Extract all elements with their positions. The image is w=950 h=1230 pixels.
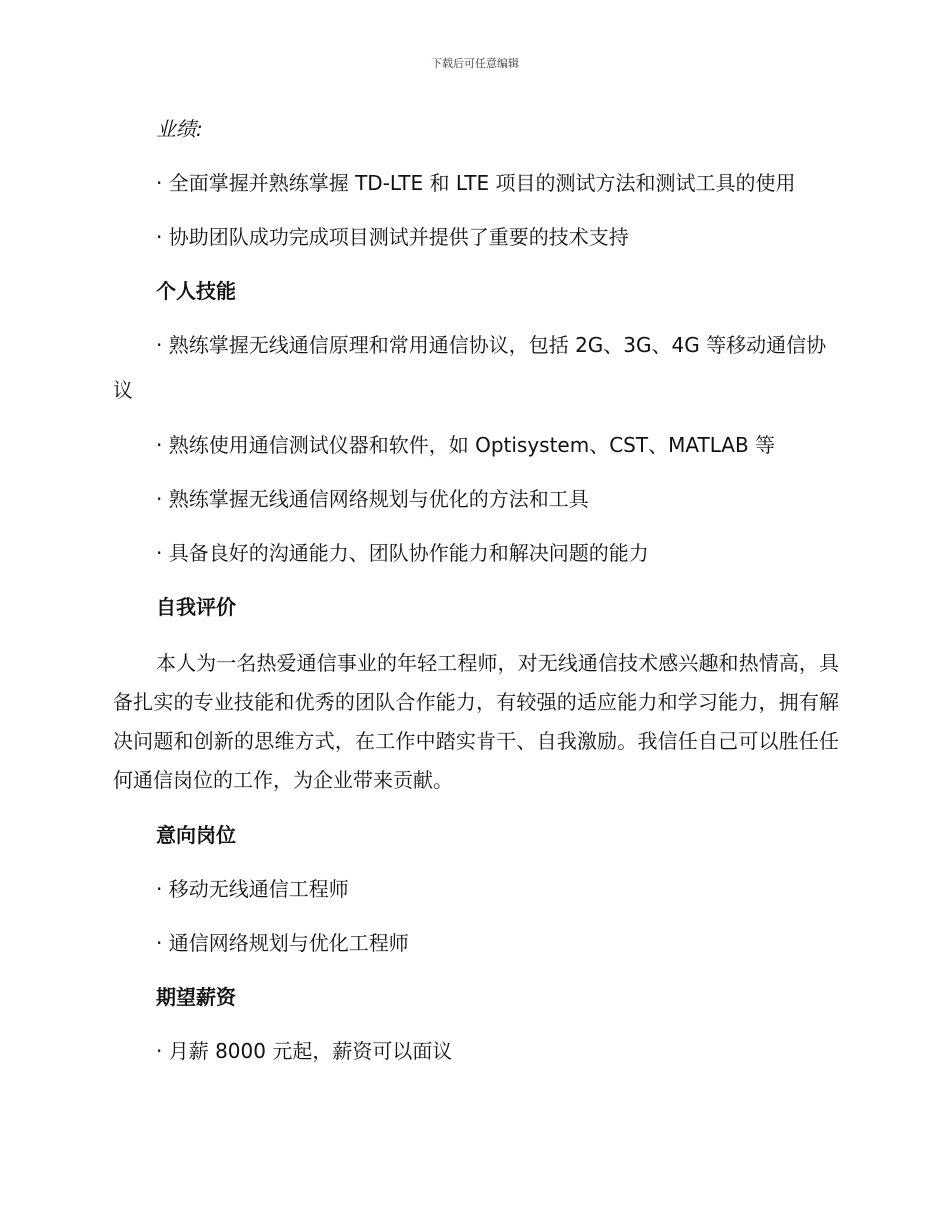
skill-item: · 熟练使用通信测试仪器和软件，如 Optisystem、CST、MATLAB 等 <box>156 433 776 457</box>
achievement-item: · 协助团队成功完成项目测试并提供了重要的技术支持 <box>156 225 629 249</box>
page-header-note: 下载后可任意编辑 <box>431 57 519 70</box>
achievement-item: · 全面掌握并熟练掌握 TD-LTE 和 LTE 项目的测试方法和测试工具的使用 <box>156 171 796 195</box>
desired-positions-heading: 意向岗位 <box>156 823 236 847</box>
salary-item: · 月薪 8000 元起，薪资可以面议 <box>156 1039 453 1063</box>
self-evaluation-text: 本人为一名热爱通信事业的年轻工程师，对无线通信技术感兴趣和热情高，具备扎实的专业技能和优秀的团队合作能力，有较强的适应能力和学习能力，拥有解决问题和创新的思维方式，在工作中踏实肯干、自我激励。我信任自己可以胜任任何通信岗位的工作，为企业带来贡献。 <box>113 651 839 792</box>
expected-salary-heading: 期望薪资 <box>156 985 236 1009</box>
self-evaluation-heading: 自我评价 <box>156 595 236 619</box>
skills-heading: 个人技能 <box>156 279 236 303</box>
skill-item: · 熟练掌握无线通信网络规划与优化的方法和工具 <box>156 487 589 511</box>
achievements-label: 业绩: <box>156 117 203 141</box>
skill-item: · 熟练掌握无线通信原理和常用通信协议，包括 2G、3G、4G 等移动通信协议 <box>113 333 827 402</box>
position-item: · 通信网络规划与优化工程师 <box>156 931 409 955</box>
document-body <box>113 112 839 1088</box>
position-item: · 移动无线通信工程师 <box>156 877 349 901</box>
skill-item: · 具备良好的沟通能力、团队协作能力和解决问题的能力 <box>156 541 649 565</box>
